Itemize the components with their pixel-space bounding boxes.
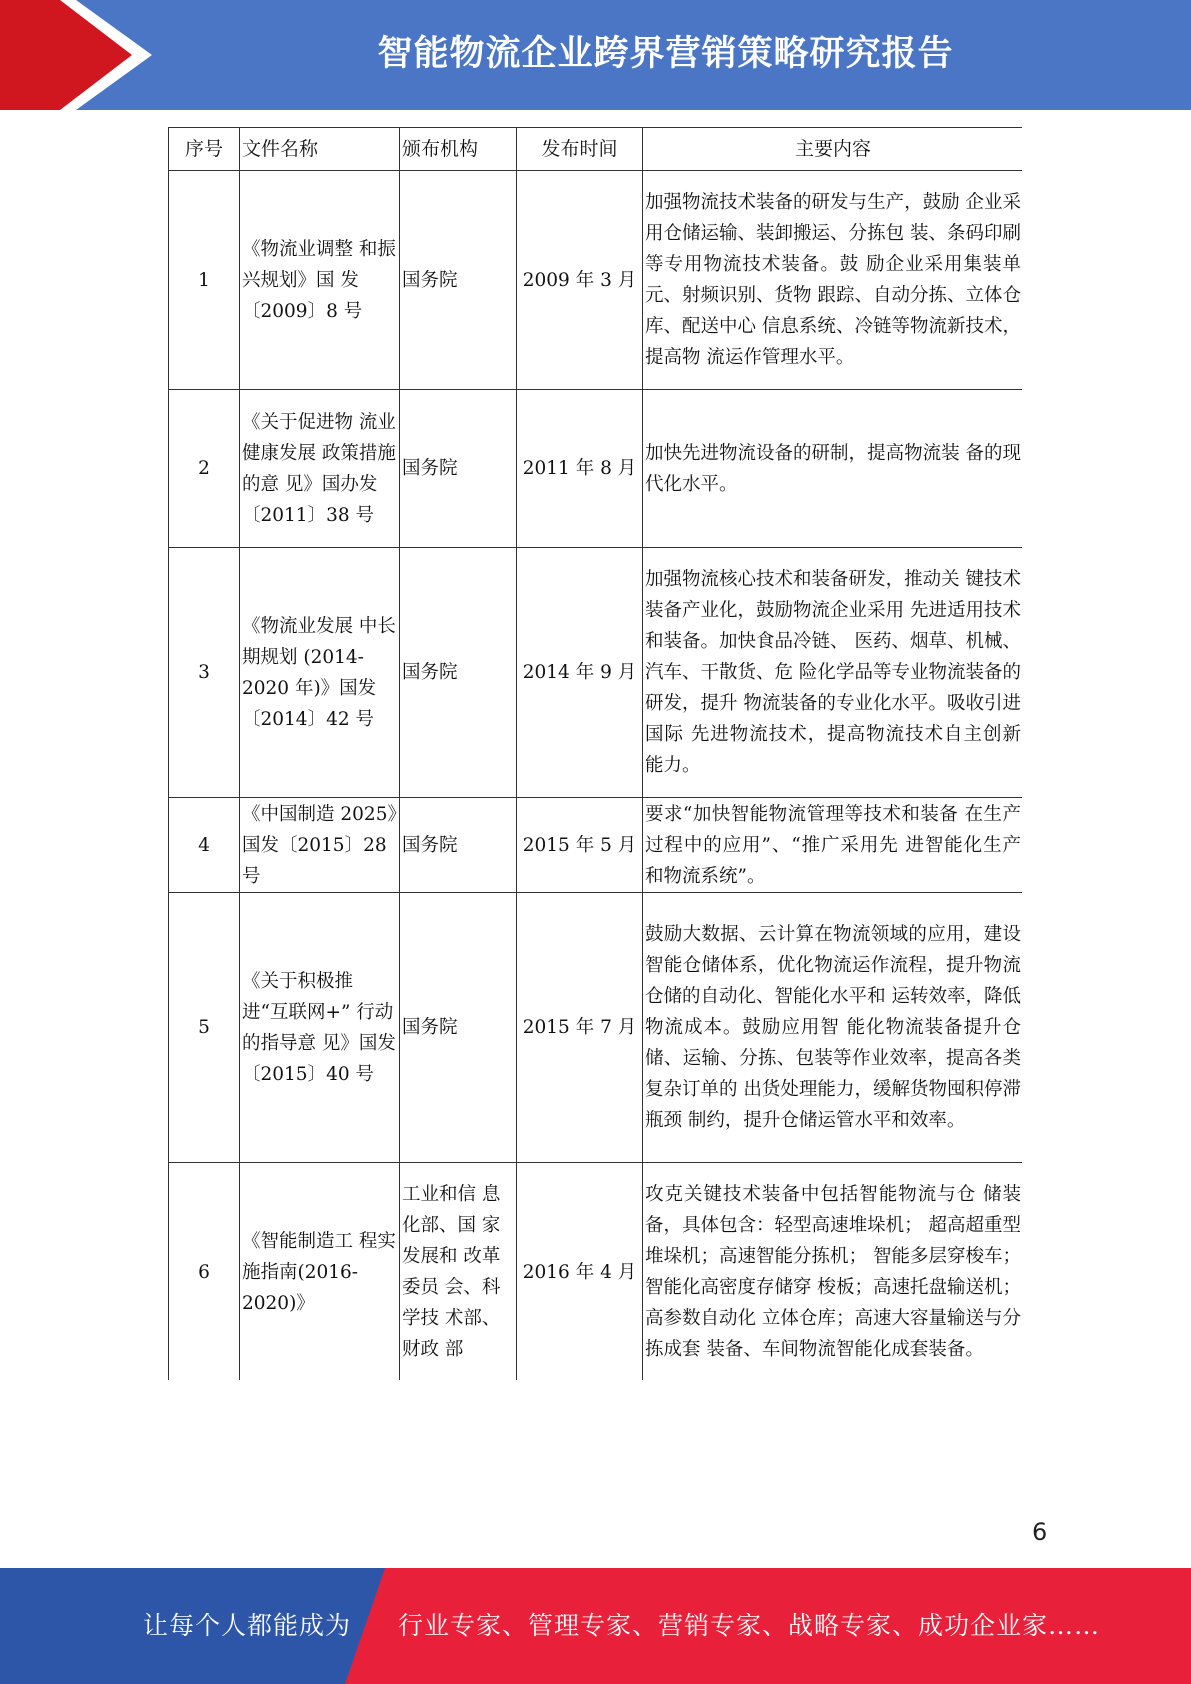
cell-no: 4: [169, 798, 240, 893]
cell-content: 要求“加快智能物流管理等技术和装备 在生产过程中的应用”、“推广采用先 进智能化生产和物流系统”。: [643, 798, 1023, 893]
table-row: [169, 390, 1023, 548]
cell-date: 2016 年 4 月: [517, 1163, 643, 1381]
cell-no: 6: [169, 1163, 240, 1381]
header-name: 文件名称: [240, 128, 400, 171]
cell-org: 工业和信 息化部、国 家发展和 改革委员 会、科学技 术部、财政 部: [400, 1163, 517, 1381]
table-row: [169, 548, 1023, 798]
cell-no: 3: [169, 548, 240, 798]
cell-org: 国务院: [400, 390, 517, 548]
policy-table-container: [168, 127, 1022, 1380]
footer-roles: 行业专家、管理专家、营销专家、战略专家、成功企业家……: [398, 1611, 1101, 1640]
cell-no: 5: [169, 893, 240, 1163]
cell-name: 《关于促进物 流业健康发展 政策措施的意 见》国办发〔2011〕38 号: [240, 390, 400, 548]
cell-name: 《物流业调整 和振兴规划》国 发〔2009〕8 号: [240, 171, 400, 390]
page-footer: [0, 1568, 1191, 1684]
cell-name: 《智能制造工 程实施指南(2016-2020)》: [240, 1163, 400, 1381]
cell-org: 国务院: [400, 548, 517, 798]
cell-content: 鼓励大数据、云计算在物流领域的应用，建设智能仓储体系，优化物流运作流程，提升物流仓储的自动化、智能化水平和 运转效率，降低物流成本。鼓励应用智 能化物流装备提升仓储、运输、分拣、包装等作业效率，提高各类复杂订单的 出货处理能力，缓解货物囤积停滞瓶颈 制约，提升仓储运管水平和效率。: [643, 893, 1023, 1163]
report-title: 智能物流企业跨界营销策略研究报告: [377, 34, 954, 74]
header-org: 颁布机构: [400, 128, 517, 171]
table-header-row: [169, 128, 1023, 171]
table-row: [169, 798, 1023, 893]
table-row: [169, 171, 1023, 390]
cell-date: 2015 年 5 月: [517, 798, 643, 893]
cell-content: 攻克关键技术装备中包括智能物流与仓 储装备，具体包含：轻型高速堆垛机； 超高超重型堆垛机；高速智能分拣机； 智能多层穿梭车；智能化高密度存储穿 梭板；高速托盘输送机；高参数自动化 立体仓库；高速大容量输送与分拣成套 装备、车间物流智能化成套装备。: [643, 1163, 1023, 1381]
cell-name: 《关于积极推 进“互联网+” 行动的指导意 见》国发〔2015〕40 号: [240, 893, 400, 1163]
page-number: 6: [1032, 1518, 1048, 1546]
cell-org: 国务院: [400, 171, 517, 390]
cell-date: 2009 年 3 月: [517, 171, 643, 390]
table-row: [169, 1163, 1023, 1381]
cell-date: 2015 年 7 月: [517, 893, 643, 1163]
cell-name: 《中国制造 2025》国发〔2015〕28 号: [240, 798, 400, 893]
header-no: 序号: [169, 128, 240, 171]
cell-content: 加快先进物流设备的研制，提高物流装 备的现代化水平。: [643, 390, 1023, 548]
cell-no: 1: [169, 171, 240, 390]
header-content: 主要内容: [643, 128, 1023, 171]
cell-content: 加强物流核心技术和装备研发，推动关 键技术装备产业化，鼓励物流企业采用 先进适用技术和装备。加快食品冷链、 医药、烟草、机械、汽车、干散货、危 险化学品等专业物流装备的研发，提升 物流装备的专业化水平。吸收引进国际 先进物流技术，提高物流技术自主创新 能力。: [643, 548, 1023, 798]
cell-name: 《物流业发展 中长期规划 (2014-2020 年)》国发〔2014〕42 号: [240, 548, 400, 798]
cell-date: 2011 年 8 月: [517, 390, 643, 548]
policy-table: [168, 127, 1022, 1380]
cell-no: 2: [169, 390, 240, 548]
cell-org: 国务院: [400, 798, 517, 893]
cell-date: 2014 年 9 月: [517, 548, 643, 798]
page-header: [0, 0, 1191, 110]
table-row: [169, 893, 1023, 1163]
cell-content: 加强物流技术装备的研发与生产，鼓励 企业采用仓储运输、装卸搬运、分拣包 装、条码印刷等专用物流技术装备。鼓 励企业采用集装单元、射频识别、货物 跟踪、自动分拣、立体仓库、配送中心 信息系统、冷链等物流新技术，提高物 流运作管理水平。: [643, 171, 1023, 390]
footer-slogan: 让每个人都能成为: [143, 1611, 352, 1640]
header-date: 发布时间: [517, 128, 643, 171]
cell-org: 国务院: [400, 893, 517, 1163]
